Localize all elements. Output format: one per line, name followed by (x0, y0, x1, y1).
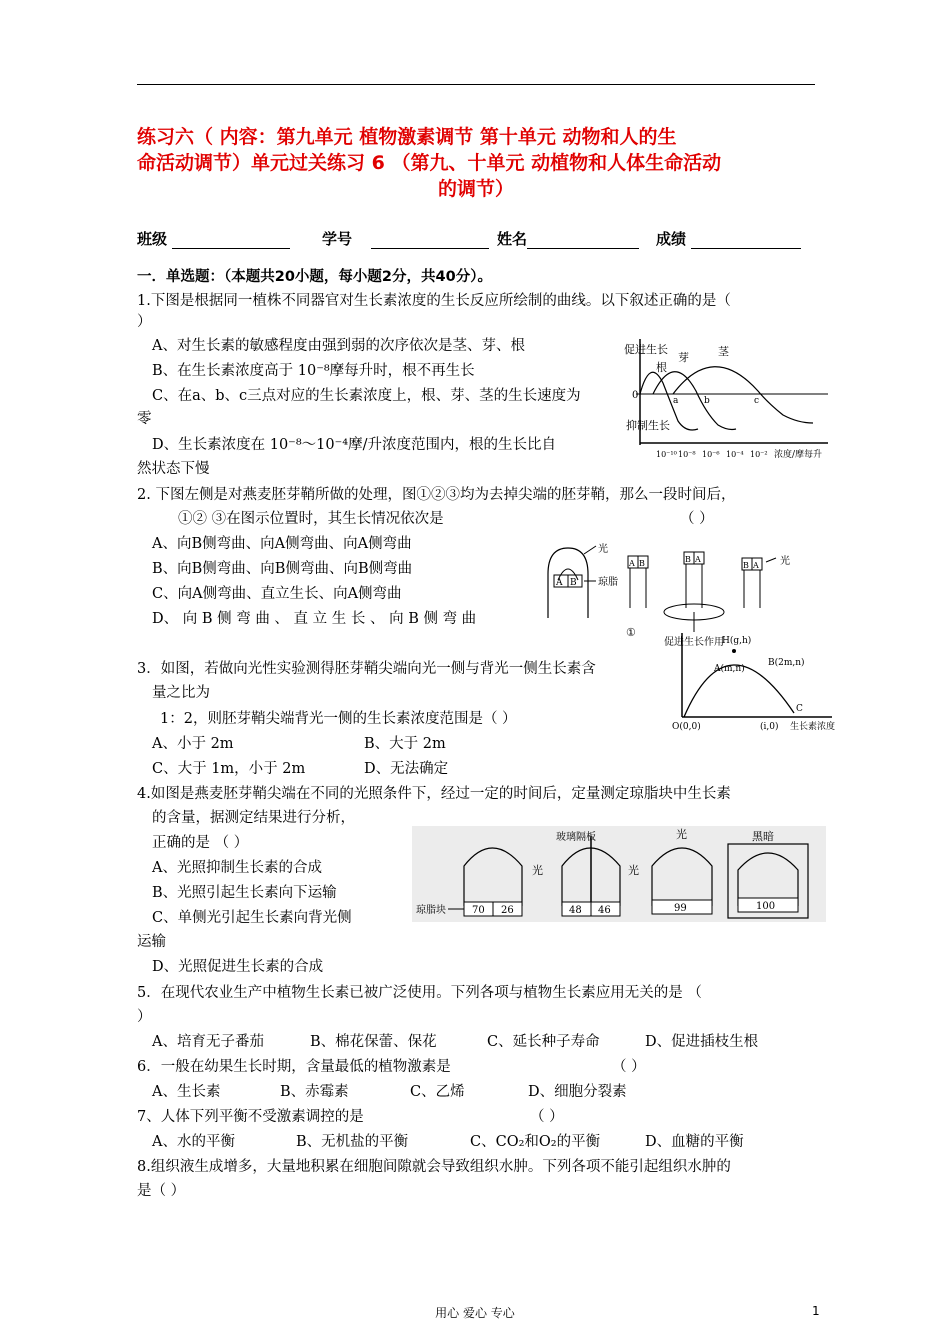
q2-fig1-label-a: A (629, 559, 635, 568)
q3-option-b[interactable]: B、大于 2m (364, 736, 446, 752)
q4-value-1: 70 (472, 905, 485, 916)
q1-tick-3: 10⁻⁶ (702, 450, 720, 459)
q7-option-a[interactable]: A、水的平衡 (152, 1134, 235, 1150)
q3-stem-cont2: 1：2，则胚芽鞘尖端背光一侧的生长素浓度范围是（ ） (160, 711, 517, 727)
q1-y-top-label: 促进生长 (624, 343, 668, 356)
title-line-3: 的调节） (437, 178, 514, 200)
q6-option-b[interactable]: B、赤霉素 (280, 1084, 349, 1100)
q2-answer-paren[interactable]: （ ） (680, 511, 714, 527)
q1-tick-5: 10⁻² (750, 450, 768, 459)
q4-block-label: 琼脂块 (416, 905, 446, 916)
q4-option-c[interactable]: C、单侧光引起生长素向背光侧 (152, 910, 352, 926)
q3-y-label: 促进生长作用 (664, 637, 724, 648)
document-title (137, 124, 815, 202)
q4-figure (412, 826, 826, 922)
q3-label-h: H(g,h) (722, 636, 752, 646)
section-heading: 一．单选题：（本题共20小题，每小题2分，共40分）。 (137, 269, 492, 285)
q5-option-c[interactable]: C、延长种子寿命 (487, 1034, 600, 1050)
q7-option-b[interactable]: B、无机盐的平衡 (296, 1134, 409, 1150)
score-field[interactable]: 成绩 (656, 228, 801, 249)
q2-fig3-label-b: B (743, 561, 749, 570)
q4-glass-label: 玻璃隔板 (556, 832, 596, 843)
q6-stem: 6．一般在幼果生长时期，含量最低的植物激素是 (137, 1059, 451, 1075)
q4-value-3: 48 (569, 905, 582, 916)
q3-label-a: A(m,n) (714, 664, 745, 674)
q2-light-label: 光 (598, 544, 608, 555)
header-rule (137, 84, 815, 85)
q4-option-a[interactable]: A、光照抑制生长素的合成 (152, 860, 322, 876)
q2-fig1-label-b: B (639, 559, 645, 568)
q1-root-label: 根 (656, 361, 667, 374)
q3-stem-cont: 量之比为 (152, 685, 210, 701)
q3-option-c[interactable]: C、大于 1m，小于 2m (152, 761, 306, 777)
q4-option-b[interactable]: B、光照引起生长素向下运输 (152, 885, 337, 901)
q1-point-a: a (673, 396, 679, 406)
q1-option-b[interactable]: B、在生长素浓度高于 10⁻⁸摩每升时，根不再生长 (152, 363, 475, 379)
q1-point-b: b (704, 396, 710, 406)
q5-option-a[interactable]: A、培育无子番茄 (152, 1034, 264, 1050)
q1-figure (618, 333, 840, 465)
q4-value-4: 46 (598, 905, 611, 916)
q2-agar-label: 琼脂 (598, 577, 618, 588)
q1-option-d-cont: 然状态下慢 (137, 461, 210, 477)
q1-x-label: 浓度/摩每升 (774, 450, 823, 460)
q1-tick-1: 10⁻¹⁰ (656, 450, 677, 459)
q6-option-a[interactable]: A、生长素 (152, 1084, 221, 1100)
q7-option-d[interactable]: D、血糖的平衡 (645, 1134, 744, 1150)
page-footer: 用心 爱心 专心 (435, 1306, 515, 1320)
q1-option-d[interactable]: D、生长素浓度在 10⁻⁸～10⁻⁴摩/升浓度范围内，根的生长比自 (152, 437, 556, 453)
q2-light-arrow (584, 546, 596, 554)
q2-fig-number: ① (626, 626, 636, 639)
title-line-1: 练习六（ 内容：第九单元 植物激素调节 第十单元 动物和人的生 (137, 126, 677, 148)
q2-label-a: A (556, 578, 563, 588)
q1-stem-cont: ） (137, 314, 152, 330)
q3-stem: 3．如图，若做向光性实验测得胚芽鞘尖端向光一侧与背光一侧生长素含 (137, 661, 596, 677)
q1-stem-label: 茎 (718, 345, 729, 358)
q3-point-h (732, 649, 736, 653)
page-number: 1 (812, 1304, 820, 1318)
q1-point-c: c (754, 396, 760, 406)
q1-bud-label: 芽 (678, 351, 689, 364)
q1-zero: 0 (632, 390, 639, 401)
q4-stem-cont: 的含量，据测定结果进行分析， (152, 810, 355, 826)
q1-option-a[interactable]: A、对生长素的敏感程度由强到弱的次序依次是茎、芽、根 (152, 338, 525, 354)
q2-stem-cont: ①② ③在图示位置时，其生长情况依次是 (178, 511, 444, 527)
q2-fig3-label-a: A (753, 561, 759, 570)
q4-value-2: 26 (501, 905, 514, 916)
q3-label-o: O(0,0) (672, 722, 701, 732)
q8-stem: 8.组织液生成增多，大量地积累在细胞间隙就会导致组织水肿。下列各项不能引起组织水肿的 (137, 1159, 731, 1175)
q1-stem-curve (673, 367, 813, 423)
q3-option-a[interactable]: A、小于 2m (152, 736, 234, 752)
q2-fig3-light-label: 光 (780, 556, 790, 567)
q1-stem: 1.下图是根据同一植株不同器官对生长素浓度的生长反应所绘制的曲线。以下叙述正确的是（ (137, 293, 731, 309)
q4-value-6: 100 (756, 901, 776, 912)
q5-stem-cont: ） (137, 1009, 152, 1025)
student-id-field[interactable]: 学号 (322, 228, 489, 249)
q2-fig2-label-a: A (695, 555, 701, 564)
q1-tick-4: 10⁻⁴ (726, 450, 744, 459)
q4-option-d[interactable]: D、光照促进生长素的合成 (152, 959, 324, 975)
q3-label-i: (i,0) (760, 722, 779, 732)
q1-option-c[interactable]: C、在a、b、c三点对应的生长素浓度上，根、芽、茎的生长速度为 (152, 388, 581, 404)
q4-stem-cont2: 正确的是 （ ） (152, 835, 249, 851)
q3-figure (662, 625, 840, 733)
q5-option-b[interactable]: B、棉花保蕾、保花 (310, 1034, 437, 1050)
q1-y-bottom-label: 抑制生长 (626, 419, 670, 432)
title-line-2: 命活动调节）单元过关练习 6 （第九、十单元 动植物和人体生命活动 (137, 152, 722, 174)
q3-label-c: C (796, 704, 803, 714)
q7-option-c[interactable]: C、CO₂和O₂的平衡 (470, 1134, 601, 1150)
q3-x-label: 生长素浓度 (790, 722, 836, 732)
name-field[interactable]: 姓名 (497, 228, 639, 249)
class-field[interactable]: 班级 (137, 228, 290, 249)
q7-stem: 7、人体下列平衡不受激素调控的是 (137, 1109, 364, 1125)
q4-stem: 4.如图是燕麦胚芽鞘尖端在不同的光照条件下，经过一定的时间后，定量测定琼脂块中生长素 (137, 786, 731, 802)
q4-light-3: 光 (676, 828, 687, 841)
q1-option-c-cont: 零 (137, 411, 152, 427)
q4-light-2: 光 (628, 864, 639, 877)
q4-value-5: 99 (674, 903, 687, 914)
q2-option-c[interactable]: C、向A侧弯曲、直立生长、向A侧弯曲 (152, 586, 402, 602)
q2-fig2-label-b: B (685, 555, 691, 564)
q5-option-d[interactable]: D、促进插枝生根 (645, 1034, 759, 1050)
q6-option-d[interactable]: D、细胞分裂素 (528, 1084, 627, 1100)
q2-label-b: B (570, 578, 577, 588)
q3-label-b: B(2m,n) (768, 658, 805, 668)
q5-stem: 5．在现代农业生产中植物生长素已被广泛使用。下列各项与植物生长素应用无关的是 （ (137, 985, 702, 1001)
q2-option-a[interactable]: A、向B侧弯曲、向A侧弯曲、向A侧弯曲 (152, 536, 412, 552)
q4-dark-label: 黑暗 (752, 830, 774, 843)
q6-answer-paren[interactable]: （ ） (612, 1059, 646, 1075)
q8-stem-cont: 是（ ） (137, 1183, 186, 1199)
q6-option-c[interactable]: C、乙烯 (410, 1084, 465, 1100)
q1-tick-2: 10⁻⁸ (678, 450, 696, 459)
q4-option-c-cont: 运输 (137, 934, 166, 950)
q2-fig3-light-arrow (766, 558, 776, 562)
q7-answer-paren[interactable]: （ ） (530, 1109, 564, 1125)
q2-option-b[interactable]: B、向B侧弯曲、向B侧弯曲、向B侧弯曲 (152, 561, 413, 577)
q4-light-1: 光 (532, 864, 543, 877)
q3-option-d[interactable]: D、无法确定 (364, 761, 449, 777)
q2-stem: 2. 下图左侧是对燕麦胚芽鞘所做的处理，图①②③均为去掉尖端的胚芽鞘，那么一段时间后， (137, 487, 736, 503)
q2-option-d[interactable]: D、 向 B 侧 弯 曲 、 直 立 生 长 、 向 B 侧 弯 曲 (152, 611, 477, 627)
